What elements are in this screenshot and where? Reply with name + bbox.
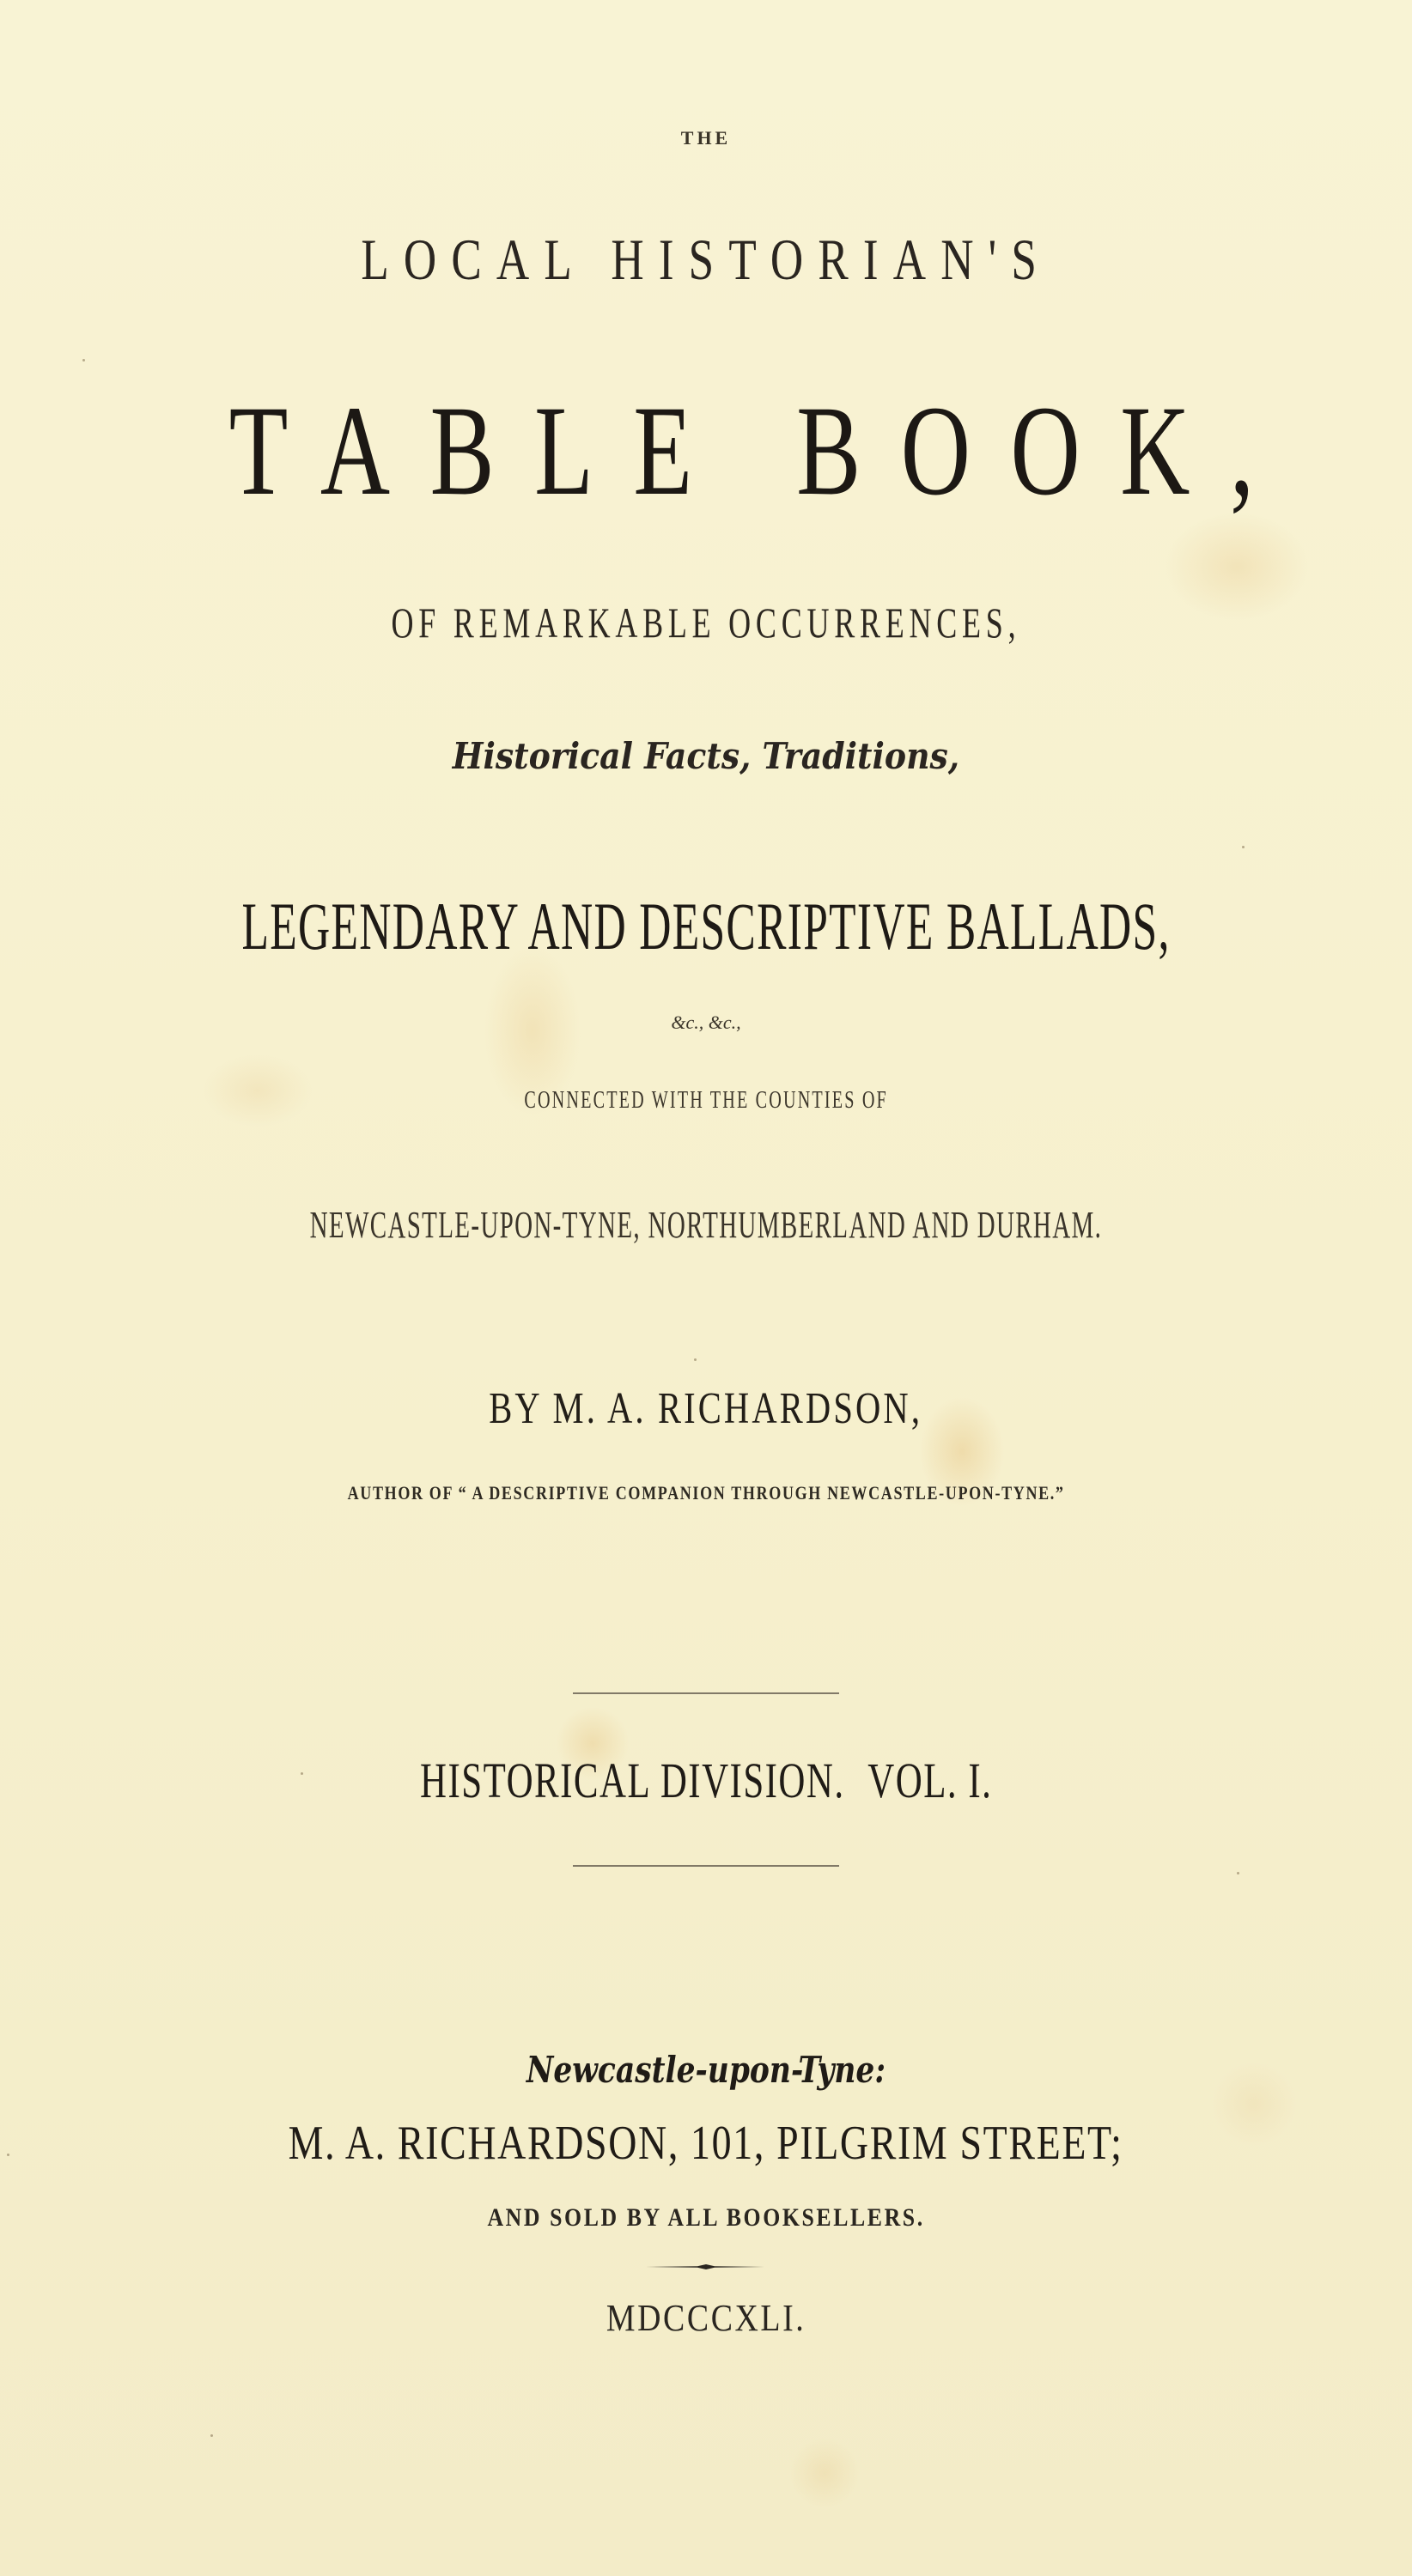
counties-line [0,1206,1412,1244]
subtitle-remarkable-occurrences [0,598,1412,647]
etc-text: &c., &c., [671,1012,741,1033]
sold-by-line [0,2205,1412,2231]
title-line-1-text: LOCAL HISTORIAN'S [361,227,1051,292]
ornament-rule-icon [646,2263,766,2270]
paper-speck [301,1772,303,1775]
connected-text: CONNECTED WITH THE COUNTIES OF [524,1087,888,1114]
divider-rule-top [573,1692,839,1694]
imprint-place-text: Newcastle-upon-Tyne: [526,2049,886,2091]
paper-speck [82,359,85,361]
division-text: HISTORICAL DIVISION. [419,1753,845,1808]
paper-speck [7,2154,9,2156]
the-heading [0,129,1412,148]
title-line-local-historians [0,227,1412,292]
subtitle-2-text: Historical Facts, Traditions, [452,735,960,777]
imprint-place-blackletter [0,2049,1412,2091]
paper-speck [1237,1872,1239,1874]
author-note-text: AUTHOR OF “ A DESCRIPTIVE COMPANION THROUGH NEWCASTLE-UPON-TYNE.” [347,1482,1065,1504]
counties-text: NEWCASTLE-UPON-TYNE, NORTHUMBERLAND AND DURHAM. [309,1204,1103,1246]
subtitle-3-text: LEGENDARY AND DESCRIPTIVE BALLADS, [241,889,1171,963]
etc-line [0,1013,1412,1032]
subtitle-legendary-ballads [0,889,1412,963]
subtitle-1-text: OF REMARKABLE OCCURRENCES, [391,598,1021,647]
division-volume-line [0,1753,1412,1808]
title-line-2-text: TABLE BOOK, [228,380,1294,522]
paper-speck [1242,846,1245,848]
author-note [0,1484,1412,1503]
division-volume-wrap [419,1753,993,1808]
publication-year [0,2297,1412,2339]
year-text: MDCCCXLI. [606,2297,806,2339]
sold-by-text: AND SOLD BY ALL BOOKSELLERS. [487,2203,925,2232]
paper-speck [210,2434,213,2437]
publisher-text: M. A. RICHARDSON, 101, PILGRIM STREET; [289,2117,1123,2170]
subtitle-historical-facts-blackletter [0,735,1412,777]
paper-speck [694,1358,697,1361]
the-text: THE [680,127,732,149]
divider-rule-bottom [573,1865,839,1867]
connected-with-line [0,1089,1412,1113]
byline-text: BY M. A. RICHARDSON, [489,1384,923,1433]
volume-text: VOL. I. [867,1753,993,1808]
main-title-table-book [0,380,1412,522]
byline [0,1384,1412,1433]
publisher-line [0,2117,1412,2170]
